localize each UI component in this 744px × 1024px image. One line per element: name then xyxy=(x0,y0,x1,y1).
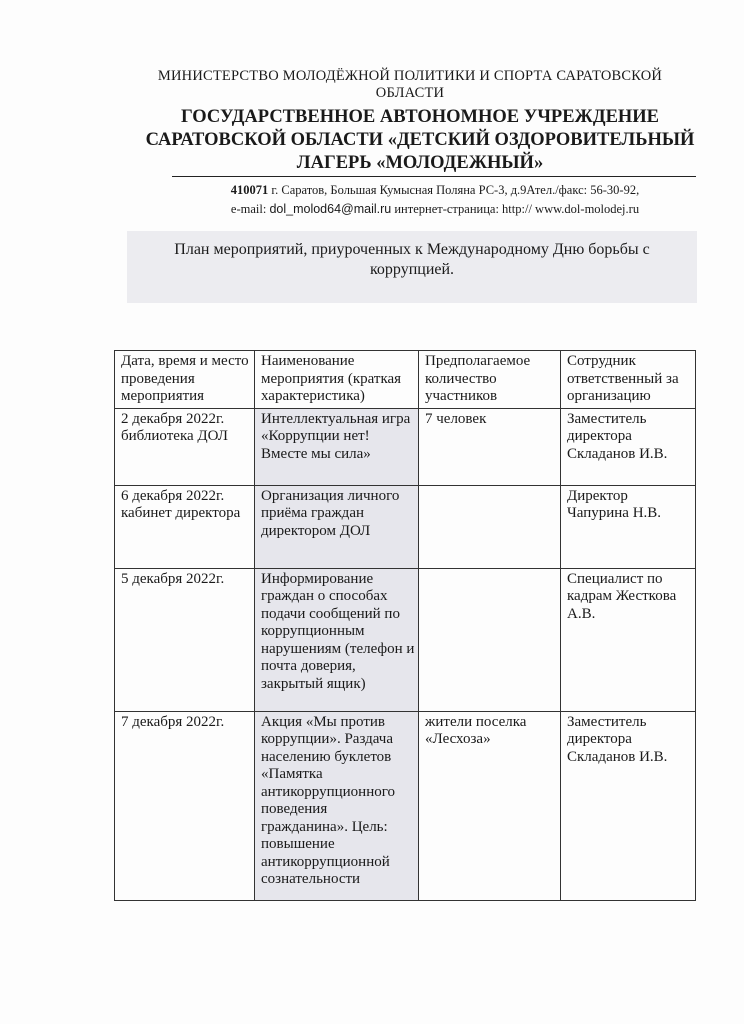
cell-event: Организация личного приёма граждан директором ДОЛ xyxy=(255,485,419,568)
cell-participants: жители поселка «Лесхоза» xyxy=(419,711,561,900)
address-line xyxy=(160,181,710,200)
contact-block xyxy=(160,181,710,219)
cell-responsible: Директор Чапурина Н.В. xyxy=(561,485,696,568)
cell-date: 2 декабря 2022г. библиотека ДОЛ xyxy=(115,408,255,485)
cell-participants xyxy=(419,568,561,711)
cell-date: 5 декабря 2022г. xyxy=(115,568,255,711)
header-divider xyxy=(172,176,696,177)
table-row xyxy=(115,485,696,568)
website-label: интернет-страница: xyxy=(391,202,503,216)
header-event: Наименование мероприятия (краткая характеристика) xyxy=(255,351,419,409)
cell-event: Информирование граждан о способах подачи сообщений по коррупционным нарушениям (телефон и почта доверия, закрытый ящик) xyxy=(255,568,419,711)
ministry-name: МИНИСТЕРСТВО МОЛОДЁЖНОЙ ПОЛИТИКИ И СПОРТА САРАТОВСКОЙ ОБЛАСТИ xyxy=(157,68,663,101)
cell-responsible: Заместитель директора Складанов И.В. xyxy=(561,711,696,900)
header-date: Дата, время и место проведения мероприятия xyxy=(115,351,255,409)
cell-date: 6 декабря 2022г. кабинет директора xyxy=(115,485,255,568)
table-row xyxy=(115,568,696,711)
email-label: e-mail: xyxy=(230,202,270,216)
organization-name: ГОСУДАРСТВЕННОЕ АВТОНОМНОЕ УЧРЕЖДЕНИЕ САРАТОВСКОЙ ОБЛАСТИ «ДЕТСКИЙ ОЗДОРОВИТЕЛЬНЫЙ ЛАГЕРЬ «МОЛОДЕЖНЫЙ» xyxy=(145,107,695,173)
table-row xyxy=(115,408,696,485)
cell-responsible: Заместитель директора Складанов И.В. xyxy=(561,408,696,485)
cell-event: Интеллектуальная игра «Коррупции нет! Вместе мы сила» xyxy=(255,408,419,485)
email-link[interactable]: dol_molod64@mail.ru xyxy=(269,202,392,216)
header-participants: Предполагаемое количество участников xyxy=(419,351,561,409)
table-header-row xyxy=(115,351,696,409)
header-responsible: Сотрудник ответственный за организацию xyxy=(561,351,696,409)
plan-title-box xyxy=(127,231,697,303)
email-line xyxy=(160,200,710,219)
cell-participants xyxy=(419,485,561,568)
postcode: 410071 xyxy=(230,183,269,197)
cell-responsible: Специалист по кадрам Жесткова А.В. xyxy=(561,568,696,711)
events-table xyxy=(114,350,696,901)
cell-event: Акция «Мы против коррупции». Раздача населению буклетов «Памятка антикоррупционного поведения гражданина». Цель: повышение антикоррупционной сознательности xyxy=(255,711,419,900)
street-address: г. Саратов, Большая Кумысная Поляна РС-3, д.9Ател./факс: 56-30-92, xyxy=(268,183,640,197)
table-row xyxy=(115,711,696,900)
plan-title: План мероприятий, приуроченных к Международному Дню борьбы с коррупцией. xyxy=(174,241,650,278)
website-link[interactable]: http:// www.dol-molodej.ru xyxy=(502,202,640,216)
cell-participants: 7 человек xyxy=(419,408,561,485)
cell-date: 7 декабря 2022г. xyxy=(115,711,255,900)
